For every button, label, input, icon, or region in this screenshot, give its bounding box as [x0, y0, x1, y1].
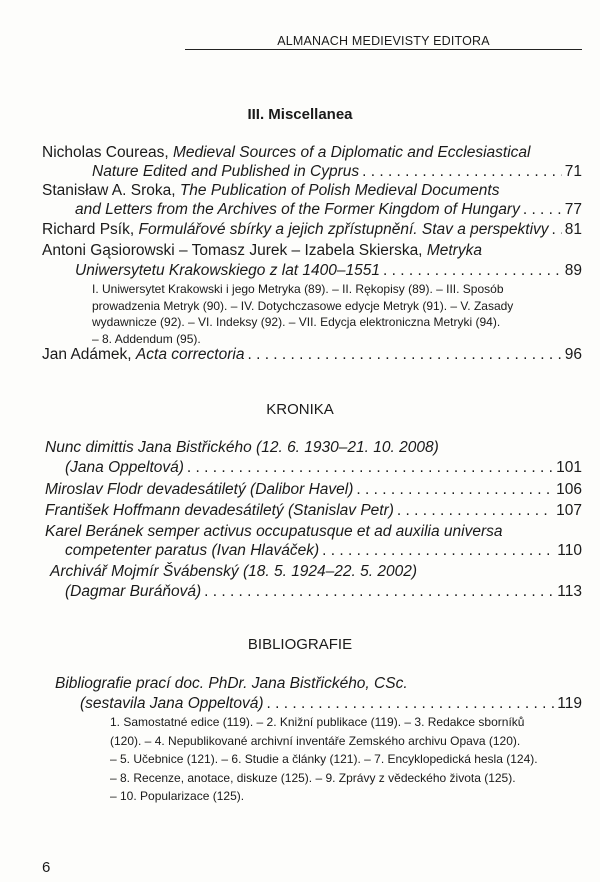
entry-title: competenter paratus (Ivan Hlaváček) [65, 542, 320, 559]
entry-title: Archivář Mojmír Švábenský (18. 5. 1924–22. 5. 2002) [50, 563, 418, 580]
entry-title: František Hoffmann devadesátiletý (Stanislav Petr) [45, 502, 394, 519]
entry-title: Medieval Sources of a Diplomatic and Ecclesiastical [172, 144, 531, 161]
contents-line: – 10. Popularizace (125). [110, 789, 245, 803]
toc-entry-adamek[interactable] [42, 345, 582, 364]
toc-entry-psik[interactable] [42, 220, 582, 239]
toc-entry-bibliografie-line1 [55, 674, 408, 693]
entry-title: Bibliografie prací doc. PhDr. Jana Bistřického, CSc. [55, 675, 408, 692]
dot-leader [204, 582, 554, 601]
section-title-miscellanea: III. Miscellanea [247, 106, 353, 123]
entry-page: 110 [557, 542, 582, 559]
entry-author: (sestavila Jana Oppeltová) [80, 695, 264, 712]
toc-entry-nunc-dimittis-line1 [45, 438, 439, 457]
dot-leader [356, 480, 553, 499]
entry-author: (Dagmar Buráňová) [65, 583, 202, 600]
entry-title: Karel Beránek semper activus occupatusque et ad auxilia universa [45, 523, 503, 540]
dot-leader [322, 541, 554, 560]
toc-entry-coureas-line2[interactable] [92, 162, 582, 181]
entry-page: 119 [557, 695, 582, 712]
entry-title: Acta correctoria [135, 346, 245, 363]
dot-leader [187, 458, 553, 477]
toc-entry-nunc-dimittis-line2[interactable] [65, 458, 582, 477]
toc-entry-hoffmann[interactable] [45, 501, 582, 520]
toc-entry-coureas-line1 [42, 143, 530, 162]
toc-entry-sroka-line2[interactable] [75, 200, 582, 219]
contents-line: I. Uniwersytet Krakowski i jego Metryka (89). – II. Rękopisy (89). – III. Sposób [92, 282, 504, 296]
entry-page: 107 [556, 502, 582, 519]
entry-page: 96 [564, 346, 582, 363]
contents-line: wydawnicze (92). – VI. Indeksy (92). – VII. Edycja elektroniczna Metryki (94). [92, 315, 501, 329]
entry-author: (Jana Oppeltová) [65, 459, 184, 476]
entry-title: Nunc dimittis Jana Bistřického (12. 6. 1930–21. 10. 2008) [45, 439, 439, 456]
entry-author: Antoni Gąsiorowski – Tomasz Jurek – Izabela Skierska, [42, 242, 427, 259]
toc-entry-gasiorowski-line1 [42, 241, 482, 260]
entry-page: 101 [556, 459, 582, 476]
toc-entry-beranek-line2[interactable] [65, 541, 582, 560]
entry-author: Nicholas Coureas, [42, 144, 173, 161]
contents-line: – 8. Addendum (95). [92, 331, 201, 346]
entry-title: Nature Edited and Published in Cyprus [92, 163, 360, 180]
entry-page: 113 [557, 583, 582, 600]
entry-contents [110, 713, 538, 806]
entry-title: Miroslav Flodr devadesátiletý (Dalibor Havel) [45, 481, 354, 498]
entry-title: Uniwersytetu Krakowskiego z lat 1400–1551 [75, 262, 381, 279]
toc-entry-svabensky-line1 [50, 562, 417, 581]
section-title-kronika: KRONIKA [266, 401, 334, 418]
dot-leader [247, 345, 561, 364]
contents-line: – 8. Recenze, anotace, diskuze (125). – 9. Zprávy z vědeckého života (125). [110, 770, 516, 785]
toc-entry-svabensky-line2[interactable] [65, 582, 582, 601]
entry-title: and Letters from the Archives of the Former Kingdom of Hungary [75, 201, 520, 218]
entry-author: Stanisław A. Sroka, [42, 182, 180, 199]
toc-entry-flodr[interactable] [45, 480, 582, 499]
entry-page: 77 [564, 201, 582, 218]
entry-author: Richard Psík, [42, 221, 139, 238]
entry-page: 89 [564, 262, 582, 279]
toc-entry-gasiorowski-line2[interactable] [75, 261, 582, 280]
toc-entry-beranek-line1 [45, 522, 503, 541]
header-rule [185, 49, 582, 50]
dot-leader [383, 261, 562, 280]
dot-leader [552, 220, 562, 239]
contents-line: prowadzenia Metryk (90). – IV. Dotychczasowe edycje Metryk (91). – V. Zasady [92, 298, 514, 313]
entry-contents [92, 281, 513, 347]
dot-leader [267, 694, 555, 713]
toc-entry-sroka-line1 [42, 181, 499, 200]
entry-page: 71 [564, 163, 582, 180]
entry-title: Metryka [426, 242, 482, 259]
page-number: 6 [42, 859, 51, 876]
contents-line: – 5. Učebnice (121). – 6. Studie a články (121). – 7. Encyklopedická hesla (124). [110, 752, 538, 766]
entry-author: Jan Adámek, [42, 346, 136, 363]
dot-leader [397, 501, 553, 520]
dot-leader [523, 200, 562, 219]
entry-page: 106 [556, 481, 582, 498]
section-title-bibliografie: BIBLIOGRAFIE [247, 636, 353, 653]
toc-entry-bibliografie-line2[interactable] [80, 694, 582, 713]
running-header: ALMANACH MEDIEVISTY EDITORA [277, 34, 490, 48]
entry-title: The Publication of Polish Medieval Documents [179, 182, 500, 199]
contents-line: 1. Samostatné edice (119). – 2. Knižní publikace (119). – 3. Redakce sborníků [110, 715, 525, 729]
contents-line: (120). – 4. Nepublikované archivní inventáře Zemského archivu Opava (120). [110, 733, 521, 748]
entry-page: 81 [564, 221, 582, 238]
dot-leader [362, 162, 562, 181]
entry-title: Formulářové sbírky a jejich zpřístupnění. Stav a perspektivy [138, 221, 549, 238]
